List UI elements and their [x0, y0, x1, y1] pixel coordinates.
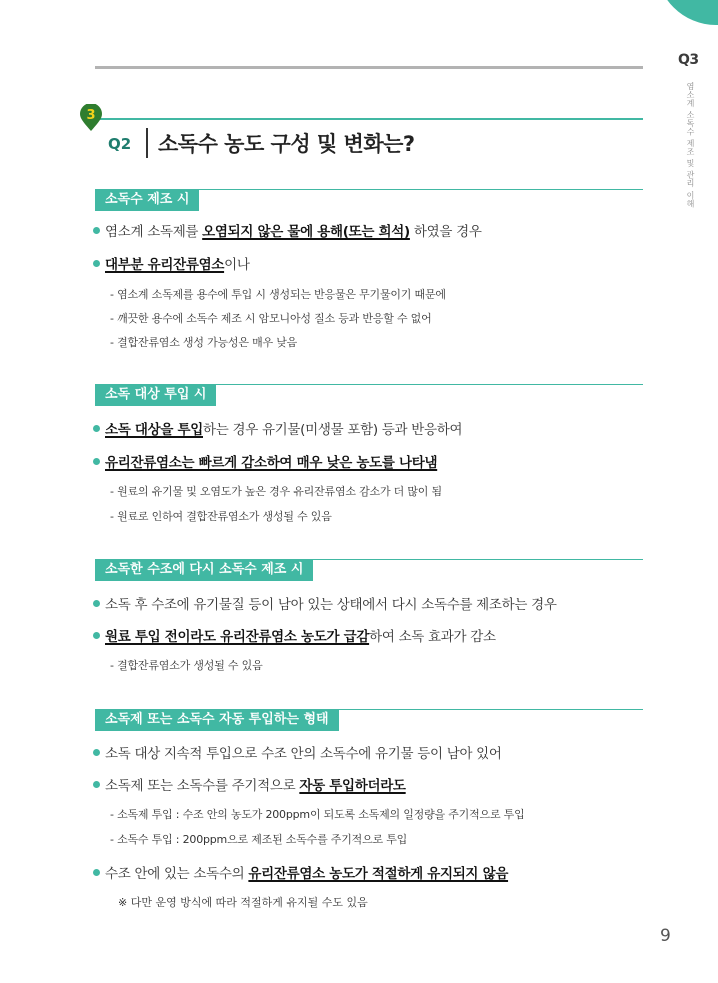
sub-item: - 소독제 투입 : 수조 안의 농도가 200ppm이 되도록 소독제의 일정량을 주기적으로 투입	[110, 808, 525, 821]
label-block-1: 소독수 제조 시	[95, 189, 199, 211]
label-block-3: 소독한 수조에 다시 소독수 제조 시	[95, 559, 313, 581]
sub-item: - 결합잔류염소 생성 가능성은 매우 낮음	[110, 336, 298, 349]
bullet-dot	[93, 869, 100, 876]
section-number-badge	[80, 104, 102, 131]
side-caption: 염소계 소독수 제조 및 관리 이해	[686, 82, 695, 208]
sub-item: - 원료의 유기물 및 오염도가 높은 경우 유리잔류염소 감소가 더 많이 됨	[110, 485, 442, 498]
label-rule	[95, 559, 643, 560]
bullet-dot	[93, 260, 100, 267]
bullet-item: 소독 대상을 투입하는 경우 유기물(미생물 포함) 등과 반응하여	[93, 418, 462, 438]
bullet-item: 염소계 소독제를 오염되지 않은 물에 용해(또는 희석) 하였을 경우	[93, 220, 482, 240]
bullet-dot	[93, 749, 100, 756]
sub-item: - 결합잔류염소가 생성될 수 있음	[110, 659, 263, 672]
section-rule	[95, 118, 643, 120]
bullet-item: 원료 투입 전이라도 유리잔류염소 농도가 급감하여 소독 효과가 감소	[93, 625, 496, 645]
bullet-dot	[93, 781, 100, 788]
label-rule	[95, 384, 643, 385]
bullet-item: 소독 후 수조에 유기물질 등이 남아 있는 상태에서 다시 소독수를 제조하는 경우	[93, 593, 557, 613]
bullet-dot	[93, 600, 100, 607]
bullet-dot	[93, 458, 100, 465]
note-text: ※ 다만 운영 방식에 따라 적절하게 유지될 수도 있음	[118, 896, 368, 909]
bullet-item: 소독 대상 지속적 투입으로 수조 안의 소독수에 유기물 등이 남아 있어	[93, 742, 502, 762]
sub-item: - 염소계 소독제를 용수에 투입 시 생성되는 반응물은 무기물이기 때문에	[110, 288, 446, 301]
bullet-dot	[93, 632, 100, 639]
bullet-dot	[93, 425, 100, 432]
page-number: 9	[660, 926, 671, 946]
bullet-dot	[93, 227, 100, 234]
bullet-item: 수조 안에 있는 소독수의 유리잔류염소 농도가 적절하게 유지되지 않음	[93, 862, 508, 882]
title-divider	[146, 128, 148, 158]
badge-number: 3	[86, 108, 96, 123]
header-rule	[95, 66, 643, 69]
sub-item: - 원료로 인하여 결합잔류염소가 생성될 수 있음	[110, 510, 332, 523]
label-rule	[95, 189, 643, 190]
page-title: 소독수 농도 구성 및 변화는?	[158, 132, 415, 156]
chapter-label: Q3	[678, 52, 699, 68]
sub-item: - 소독수 투입 : 200ppm으로 제조된 소독수를 주기적으로 투입	[110, 833, 408, 846]
question-number: Q2	[108, 135, 132, 153]
label-block-2: 소독 대상 투입 시	[95, 384, 216, 406]
sub-item: - 깨끗한 용수에 소독수 제조 시 암모니아성 질소 등과 반응할 수 없어	[110, 312, 432, 325]
bullet-item: 유리잔류염소는 빠르게 감소하여 매우 낮은 농도를 나타냄	[93, 451, 437, 471]
bullet-item: 소독제 또는 소독수를 주기적으로 자동 투입하더라도	[93, 774, 406, 794]
label-block-4: 소독제 또는 소독수 자동 투입하는 형태	[95, 709, 339, 731]
bullet-item: 대부분 유리잔류염소이나	[93, 253, 250, 273]
label-rule	[95, 709, 643, 710]
